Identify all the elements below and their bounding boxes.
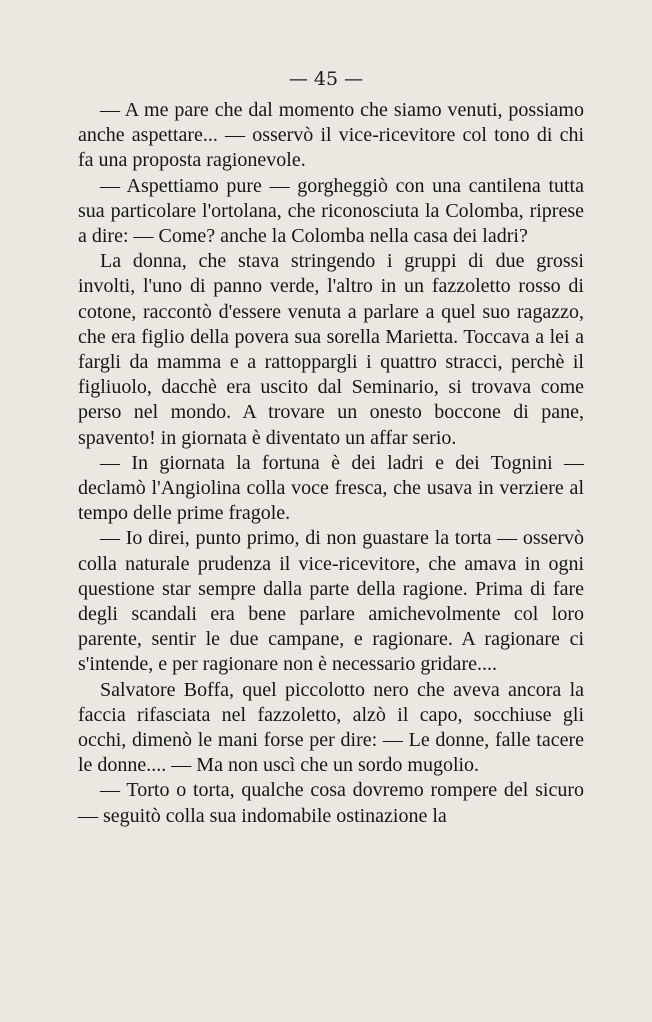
paragraph: — A me pare che dal momento che siamo venuti, possiamo anche aspettare... — osservò il vice-ricevitore col tono di chi fa una proposta ragionevole. [78, 99, 584, 172]
paragraph: — Io direi, punto primo, di non guastare la torta — osservò colla naturale prudenza il vice-ricevitore, che amava in ogni questione star sempre dalla parte della ragione. Prima di fare degli scandali era bene parlare amichevolmente col loro parente, sentir le due campane, e ragionare. A ragionare ci s'intende, e per ragionare non è necessario gridare.... [78, 527, 584, 676]
paragraph: — Aspettiamo pure — gorgheggiò con una cantilena tutta sua particolare l'ortolana, che riconosciuta la Colomba, riprese a dire: — Come? anche la Colomba nella casa dei ladri? [78, 174, 584, 248]
body-text [78, 98, 584, 829]
page-number: — 45 — [288, 68, 364, 90]
paragraph: — In giornata la fortuna è dei ladri e dei Tognini — declamò l'Angiolina colla voce fresca, che usava in verziere al tempo delle prime fragole. [78, 451, 584, 525]
paragraph: Salvatore Boffa, quel piccolotto nero che aveva ancora la faccia rifasciata nel fazzoletto, alzò il capo, socchiuse gli occhi, dimenò le mani forse per dire: — Le donne, falle tacere le donne.... — Ma non uscì che un sordo mugolio. [78, 678, 584, 777]
paragraph: La donna, che stava stringendo i gruppi di due grossi involti, l'uno di panno verde, l'altro in un fazzoletto rosso di cotone, raccontò d'essere venuta a parlare a quel suo ragazzo, che era figlio della povera sua sorella Marietta. Toccava a lei a fargli da mamma e a rattoppargli i quattro stracci, perchè il figliuolo, dacchè era uscito dal Seminario, si trovava come perso nel mondo. A trovare un onesto boccone di pane, spavento! in giornata è diventato un affar serio. [78, 250, 584, 449]
paragraph: — Torto o torta, qualche cosa dovremo rompere del sicuro — seguitò colla sua indomabile ostinazione la [78, 779, 584, 827]
